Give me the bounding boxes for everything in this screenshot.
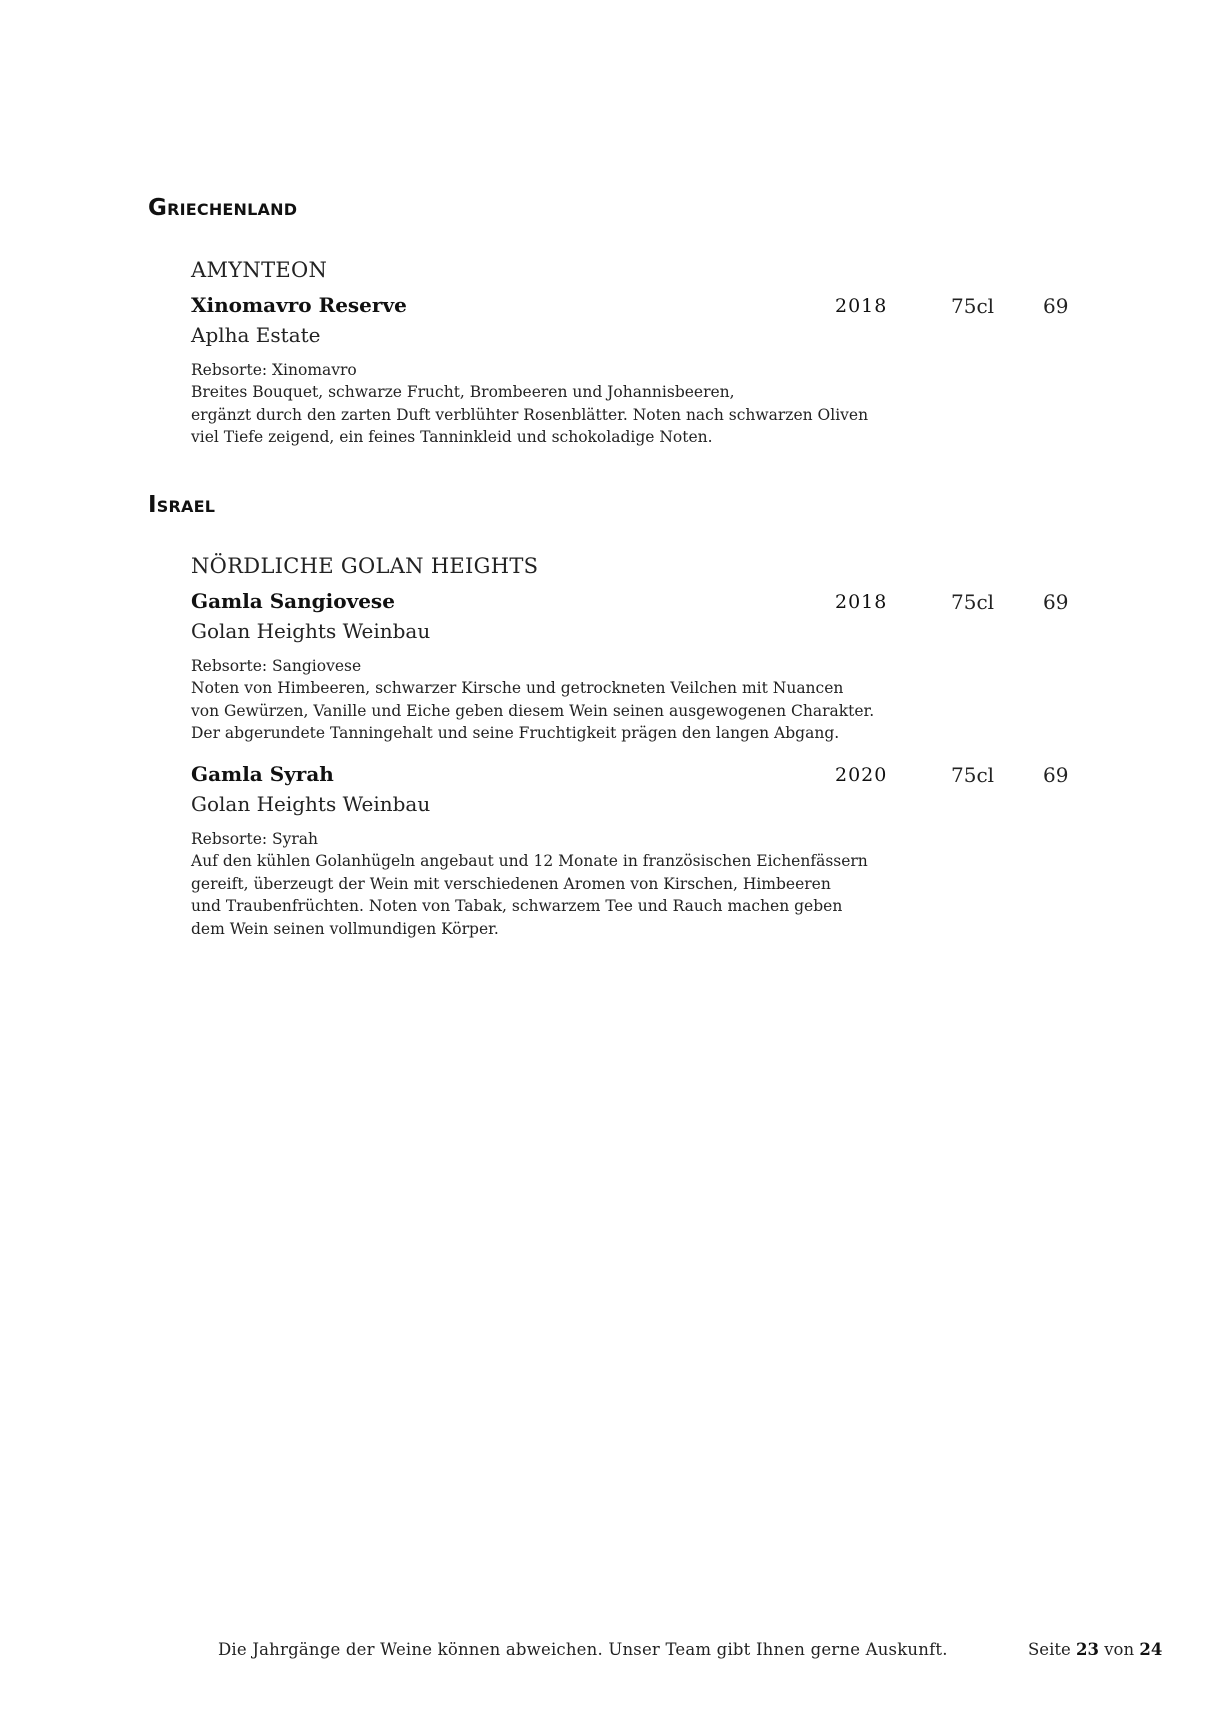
- wine-vintage: 2018: [835, 591, 888, 613]
- footer-vintage-note: Die Jahrgänge der Weine können abweichen. Unser Team gibt Ihnen gerne Auskunft.: [218, 1640, 948, 1659]
- wine-vintage: 2018: [835, 295, 888, 317]
- page-current: 23: [1076, 1640, 1099, 1659]
- wine-entry-gamla-sangiovese: [191, 589, 1091, 745]
- wine-name: Gamla Sangiovese: [191, 589, 395, 613]
- page-number: [1028, 1640, 1162, 1659]
- wine-price: 69: [1043, 294, 1069, 318]
- wine-producer: Golan Heights Weinbau: [191, 619, 431, 643]
- country-heading-israel: Israel: [148, 492, 216, 518]
- wine-price: 69: [1043, 590, 1069, 614]
- wine-producer: Aplha Estate: [191, 323, 321, 347]
- wine-producer: Golan Heights Weinbau: [191, 792, 431, 816]
- wine-header-row: [191, 589, 1091, 617]
- wine-vintage: 2020: [835, 764, 888, 786]
- wine-entry-gamla-syrah: [191, 762, 1091, 940]
- country-heading-griechenland: Griechenland: [148, 195, 298, 221]
- wine-grape-variety: Rebsorte: Xinomavro: [191, 361, 357, 379]
- wine-entry-xinomavro-reserve: [191, 293, 1091, 449]
- wine-bottle-size: 75cl: [951, 590, 995, 614]
- wine-price: 69: [1043, 763, 1069, 787]
- page-middle: von: [1104, 1640, 1135, 1659]
- wine-grape-variety: Rebsorte: Syrah: [191, 830, 319, 848]
- wine-name: Gamla Syrah: [191, 762, 334, 786]
- wine-description: Auf den kühlen Golanhügeln angebaut und 12 Monate in französischen Eichenfässern gereift, überzeugt der Wein mit verschiedenen Aromen von Kirschen, Himbeeren und Traubenfrüchten. Noten von Tabak, schwarzem Tee und Rauch machen geben dem Wein seinen vollmundigen Körper.: [191, 852, 868, 938]
- region-heading-noerdliche-golan-heights: NÖRDLICHE GOLAN HEIGHTS: [191, 554, 539, 578]
- region-heading-amynteon: AMYNTEON: [191, 258, 328, 282]
- page-total: 24: [1139, 1640, 1163, 1659]
- wine-bottle-size: 75cl: [951, 763, 995, 787]
- wine-name: Xinomavro Reserve: [191, 293, 407, 317]
- wine-header-row: [191, 293, 1091, 321]
- wine-grape-variety: Rebsorte: Sangiovese: [191, 657, 362, 675]
- wine-bottle-size: 75cl: [951, 294, 995, 318]
- page-prefix: Seite: [1028, 1640, 1071, 1659]
- wine-description: Noten von Himbeeren, schwarzer Kirsche und getrockneten Veilchen mit Nuancen von Gewürzen, Vanille und Eiche geben diesem Wein seinen ausgewogenen Charakter. Der abgerundete Tanningehalt und seine Fruchtigkeit prägen den langen Abgang.: [191, 679, 875, 742]
- wine-description: Breites Bouquet, schwarze Frucht, Brombeeren und Johannisbeeren, ergänzt durch den zarten Duft verblühter Rosenblätter. Noten nach schwarzen Oliven viel Tiefe zeigend, ein feines Tanninkleid und schokoladige Noten.: [191, 383, 869, 446]
- wine-header-row: [191, 762, 1091, 790]
